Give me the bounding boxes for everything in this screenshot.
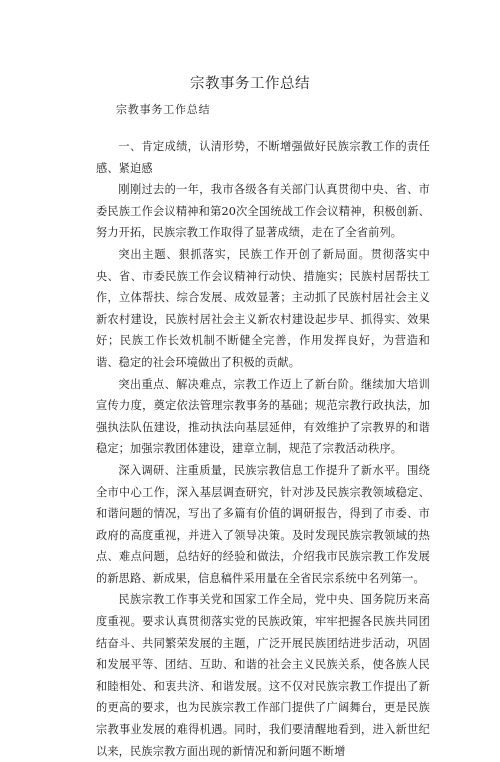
paragraph-heading-1: 一、肯定成绩，认清形势，不断增强做好民族宗教工作的责任感、紧迫感 bbox=[96, 140, 430, 175]
paragraph: 民族宗教工作事关党和国家工作全局，党中央、国务院历来高度重视。要求认真贯彻落实党的民族政策，牢牢把握各民族共同团结奋斗、共同繁荣发展的主题，广泛开展民族团结进步活动，巩固和发展平等、团结、互助、和谐的社会主义民族关系，使各族人民和睦相处、和衷共济、和谐发展。这不仅对民族宗教工作提出了新的更高的要求，也为民族宗教工作部门提供了广阔舞台，更是民族宗教事业发展的难得机遇。同时，我们要清醒地看到，进入新世纪以来，民族宗教方面出现的新情况和新问题不断增 bbox=[96, 593, 430, 758]
document-subtitle: 宗教事务工作总结 bbox=[116, 103, 211, 116]
paragraph: 刚刚过去的一年，我市各级各有关部门认真贯彻中央、省、市委民族工作会议精神和第20次全国统战工作会议精神，积极创新、努力开拓，民族宗教工作取得了显著成绩，走在了全省前列。 bbox=[96, 183, 430, 240]
document-body bbox=[96, 136, 430, 762]
paragraph: 突出重点、解决难点，宗教工作迈上了新台阶。继续加大培训宣传力度，奠定依法管理宗教事务的基础；规范宗教行政执法，加强执法队伍建设，推动执法向基层延伸，有效维护了宗教界的和谐稳定；加强宗教团体建设，建章立制，规范了宗教活动秩序。 bbox=[96, 377, 430, 456]
document-title: 宗教事务工作总结 bbox=[190, 75, 310, 92]
paragraph: 突出主题、狠抓落实，民族工作开创了新局面。贯彻落实中央、省、市委民族工作会议精神行动快、措施实；民族村居帮扶工作，立体帮扶、综合发展、成效显著；主动抓了民族村居社会主义新农村建设，民族村居社会主义新农村建设起步早、抓得实、效果好；民族工作长效机制不断健全完善，作用发挥良好，为营造和谐、稳定的社会环境做出了积极的贡献。 bbox=[96, 247, 430, 369]
paragraph: 深入调研、注重质量，民族宗教信息工作提升了新水平。围绕全市中心工作，深入基层调查研究，针对涉及民族宗教领域稳定、和谐问题的情况，写出了多篇有价值的调研报告，得到了市委、市政府的高度重视，并进入了领导决策。及时发现民族宗教领域的热点、难点问题，总结好的经验和做法，介绍我市民族宗教工作发展的新思路、新成果，信息稿件采用量在全省民宗系统中名列第一。 bbox=[96, 463, 430, 585]
